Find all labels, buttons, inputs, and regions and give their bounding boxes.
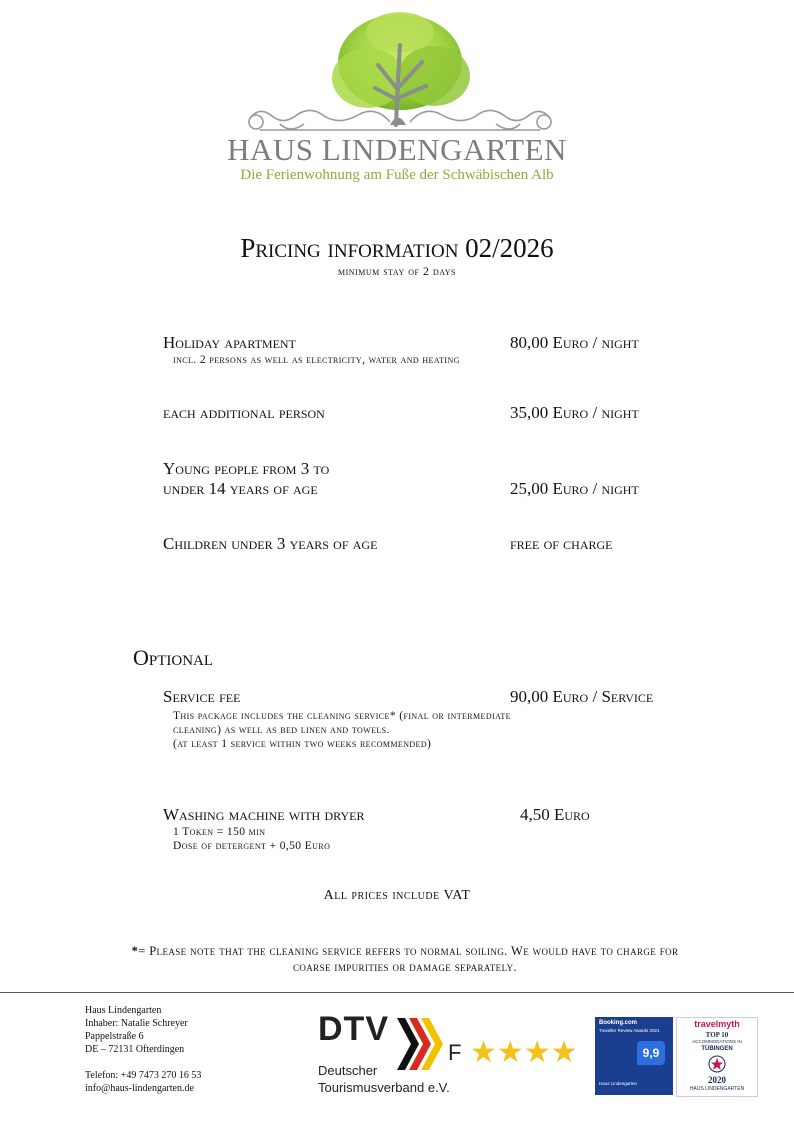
booking-property: Haus Lindengarten bbox=[599, 1081, 638, 1086]
service-fee-note-line1: This package includes the cleaning service* (final or intermediate bbox=[173, 710, 511, 722]
travelmyth-award-badge bbox=[676, 1017, 758, 1097]
booking-score: 9,9 bbox=[637, 1041, 665, 1065]
footnote-line2: coarse impurities or damage separately. bbox=[292, 960, 517, 974]
dtv-acronym: DTV bbox=[318, 1010, 389, 1048]
address-city: DE – 72131 Ofterdingen bbox=[85, 1044, 185, 1055]
address-street: Pappelstraße 6 bbox=[85, 1031, 144, 1042]
washing-note-line2: Dose of detergent + 0,50 Euro bbox=[173, 840, 331, 852]
additional-person-label: each additional person bbox=[163, 403, 325, 422]
brand-name: HAUS LINDENGARTEN bbox=[227, 132, 567, 167]
travelmyth-city: TÜBINGEN bbox=[701, 1046, 733, 1052]
footnote bbox=[60, 943, 750, 975]
dtv-category: F bbox=[448, 1040, 462, 1065]
young-people-label-line1: Young people from 3 to bbox=[163, 459, 330, 478]
page-subtitle: minimum stay of 2 days bbox=[337, 264, 456, 278]
address-name: Haus Lindengarten bbox=[85, 1005, 162, 1016]
travelmyth-property: HAUS LINDENGARTEN bbox=[689, 1086, 745, 1092]
address-owner: Inhaber: Natalie Schreyer bbox=[85, 1018, 188, 1029]
footer-address bbox=[85, 1004, 201, 1095]
vat-notice: All prices include VAT bbox=[323, 888, 471, 903]
dtv-line1: Deutscher bbox=[318, 1063, 378, 1078]
dtv-stars: ★★★★ bbox=[470, 1036, 578, 1069]
young-people-label-line2: under 14 years of age bbox=[163, 479, 318, 498]
service-fee-label: Service fee bbox=[163, 687, 241, 706]
travelmyth-star-icon bbox=[707, 1055, 727, 1073]
page-title: Pricing information 02/2026 bbox=[240, 233, 554, 263]
optional-heading: Optional bbox=[133, 645, 214, 670]
footnote-line1: = Please note that the cleaning service refers to normal soiling. We would have to charge for bbox=[138, 944, 679, 958]
holiday-apartment-price: 80,00 Euro / night bbox=[510, 333, 639, 352]
address-email: info@haus-lindengarten.de bbox=[85, 1083, 194, 1094]
dtv-flag-chevron-icon bbox=[395, 1016, 447, 1072]
washing-price: 4,50 Euro bbox=[520, 805, 590, 824]
washing-note-line1: 1 Token = 150 min bbox=[173, 826, 266, 838]
holiday-apartment-note: incl. 2 persons as well as electricity, water and heating bbox=[173, 354, 460, 366]
washing-label: Washing machine with dryer bbox=[163, 805, 365, 824]
brand-tagline: Die Ferienwohnung am Fuße der Schwäbischen Alb bbox=[240, 167, 554, 183]
travelmyth-brand: travelmyth bbox=[694, 1019, 740, 1029]
children-price: free of charge bbox=[510, 534, 613, 553]
service-fee-note-line2: cleaning) as well as bed linen and towels. bbox=[173, 724, 390, 736]
additional-person-price: 35,00 Euro / night bbox=[510, 403, 639, 422]
travelmyth-year: 2020 bbox=[708, 1075, 726, 1085]
footnote-mark: * bbox=[131, 944, 139, 958]
footer-divider bbox=[0, 992, 794, 993]
booking-award-badge bbox=[595, 1017, 673, 1095]
travelmyth-desc: ACCOMMODATIONS IN bbox=[692, 1039, 742, 1044]
young-people-price: 25,00 Euro / night bbox=[510, 479, 639, 498]
children-label: Children under 3 years of age bbox=[163, 534, 378, 553]
address-phone: Telefon: +49 7473 270 16 53 bbox=[85, 1070, 202, 1081]
holiday-apartment-label: Holiday apartment bbox=[163, 333, 296, 352]
booking-brand: Booking.com bbox=[599, 1020, 638, 1026]
dtv-line2: Tourismusverband e.V. bbox=[318, 1080, 450, 1095]
travelmyth-rank: TOP 10 bbox=[705, 1031, 729, 1039]
booking-award: Traveller Review Awards 2021 bbox=[599, 1028, 660, 1033]
service-fee-note-line3: (at least 1 service within two weeks recommended) bbox=[173, 738, 432, 750]
service-fee-price: 90,00 Euro / Service bbox=[510, 687, 654, 706]
